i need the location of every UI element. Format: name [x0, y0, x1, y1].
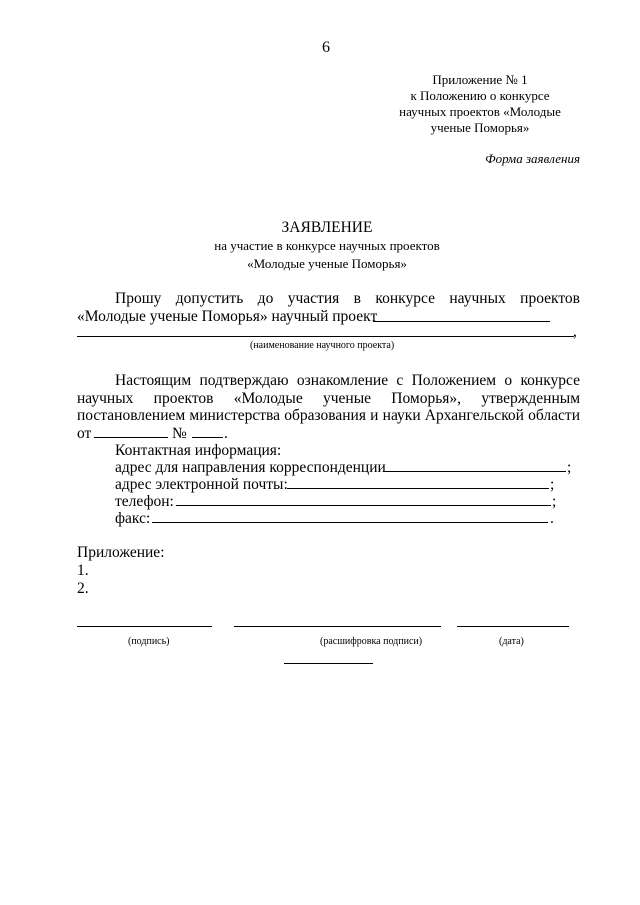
appendix-line-3: научных проектов «Молодые	[399, 104, 561, 119]
decoding-caption: (расшифровка подписи)	[320, 636, 423, 647]
page-number: 6	[322, 39, 330, 56]
decree-number-field[interactable]	[192, 437, 223, 438]
form-label: Форма заявления	[485, 151, 580, 166]
email-semicolon: ;	[550, 476, 555, 493]
project-name-field-2[interactable]	[77, 336, 574, 337]
title-sub-1: на участие в конкурсе научных проектов	[214, 238, 440, 253]
attachment-item-2: 2.	[77, 580, 89, 597]
title-block	[0, 218, 640, 273]
address-field[interactable]	[383, 471, 566, 472]
attachment-item-1: 1.	[77, 562, 89, 579]
number-sign: №	[172, 425, 187, 442]
project-name-field-1[interactable]	[373, 321, 550, 322]
title-sub-2: «Молодые ученые Поморья»	[247, 256, 407, 271]
confirm-dot: .	[224, 425, 228, 442]
closing-separator	[284, 663, 373, 664]
phone-label: телефон:	[115, 493, 174, 510]
from-label: от	[77, 425, 92, 442]
signature-field[interactable]	[77, 626, 212, 627]
address-label: адрес для направления корреспонденции	[115, 459, 386, 476]
decree-date-field[interactable]	[94, 437, 168, 438]
address-semicolon: ;	[567, 459, 572, 476]
appendix-line-4: ученые Поморья»	[430, 120, 530, 135]
request-line-2	[77, 307, 377, 326]
email-field[interactable]	[287, 488, 549, 489]
email-label: адрес электронной почты:	[115, 476, 288, 493]
appendix-block	[380, 72, 580, 136]
attachments-heading: Приложение:	[77, 544, 165, 561]
fax-period: .	[550, 510, 554, 527]
confirm-line-4	[77, 424, 91, 443]
confirm-line-2: научных проектов «Молодые ученые Поморья», утвержденным	[77, 390, 580, 407]
appendix-line-2: к Положению о конкурсе	[410, 88, 550, 103]
signature-caption: (подпись)	[128, 636, 170, 647]
appendix-line-1: Приложение № 1	[432, 72, 528, 87]
date-caption: (дата)	[499, 636, 524, 647]
request-line-2-text: «Молодые ученые Поморья» научный проект	[77, 308, 378, 325]
date-field[interactable]	[457, 626, 569, 627]
confirm-line-1: Настоящим подтверждаю ознакомление с Положением о конкурсе	[115, 372, 580, 389]
phone-semicolon: ;	[552, 493, 557, 510]
request-comma: ,	[573, 323, 577, 340]
request-line-1: Прошу допустить до участия в конкурсе научных проектов	[115, 290, 580, 307]
fax-field[interactable]	[152, 522, 548, 523]
project-name-caption: (наименование научного проекта)	[250, 340, 395, 351]
contacts-heading: Контактная информация:	[115, 442, 282, 459]
signature-decoding-field[interactable]	[234, 626, 441, 627]
fax-label: факс:	[115, 510, 151, 527]
title-main: ЗАЯВЛЕНИЕ	[281, 219, 373, 236]
phone-field[interactable]	[176, 505, 551, 506]
confirm-line-3: постановлением министерства образования и науки Архангельской области	[77, 407, 580, 424]
